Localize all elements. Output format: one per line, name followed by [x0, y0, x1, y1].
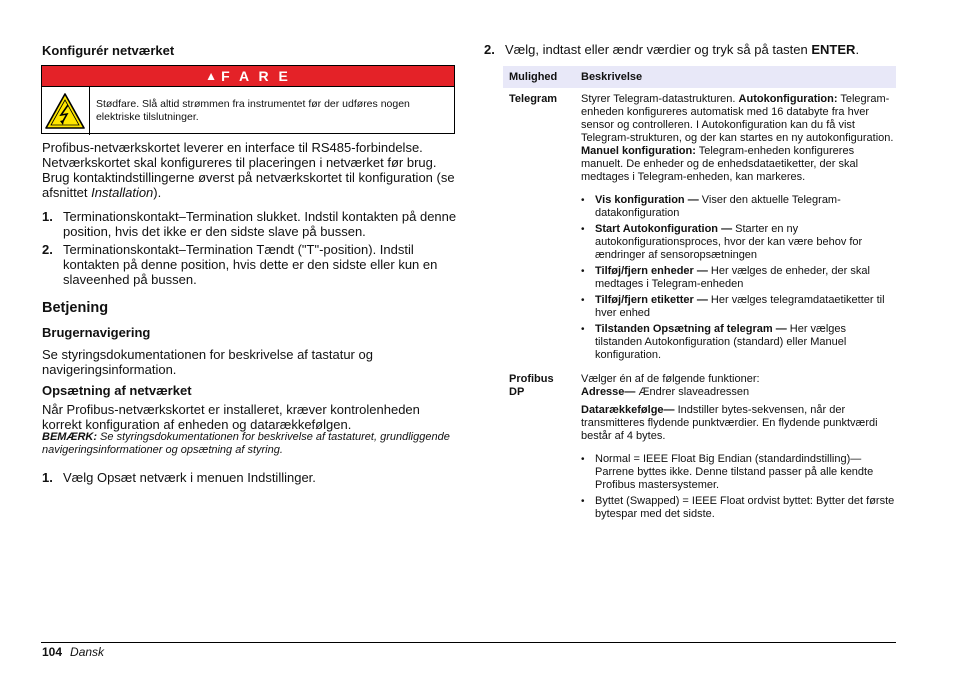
- bullet-term: Tilføj/fjern enheder —: [595, 265, 708, 277]
- note-text: Se styringsdokumentationen for beskrivelse af tastaturet, grundliggende navigeringsinformationer og opsætning af styring.: [42, 431, 450, 456]
- option-profibus-dp: [509, 373, 554, 399]
- options-table-header: [503, 66, 896, 88]
- step-item: [484, 42, 904, 57]
- data-order-term: Datarækkefølge—: [581, 404, 675, 416]
- danger-header: [42, 66, 454, 87]
- subheading-network-setup: Opsætning af netværket: [42, 383, 192, 398]
- bullet-text: Normal = IEEE Float Big Endian (standardindstilling)—Parrene byttes ikke. Denne tilstand passer på alle kendte Profibus mastersystemer.: [595, 453, 874, 491]
- desc-bold: Manuel konfiguration:: [581, 145, 696, 157]
- section-heading-configure-network: Konfigurér netværket: [42, 43, 175, 58]
- step-item: [42, 470, 457, 485]
- bullet-term: Tilføj/fjern etiketter —: [595, 294, 708, 306]
- enter-key-label: ENTER: [811, 42, 856, 57]
- step-text-end: .: [855, 42, 860, 57]
- electrical-hazard-icon: [42, 87, 90, 135]
- footer-divider: [41, 642, 896, 643]
- step-text: Terminationskontakt–Termination Tændt ("T"-position). Indstil kontakten på denne position, hvis dette er den sidste eller kun en slaveenhed på bussen.: [63, 242, 438, 287]
- network-setup-paragraph: Når Profibus-netværkskortet er installeret, kræver kontrolenheden korrekt konfiguration af enheden og datarækkefølgen.: [42, 402, 420, 432]
- page-number: 104: [42, 645, 63, 659]
- option-line: DP: [509, 386, 525, 398]
- bullet-text: Starter en ny autokonfigurationsproces, hvor der kan være behov for ændringer af sensoropsætningen: [595, 223, 863, 261]
- address-text: Ændrer slaveadressen: [635, 386, 750, 398]
- telegram-bullet-list: [581, 194, 896, 365]
- step-number: 2.: [42, 242, 53, 257]
- subheading-navigation: Brugernavigering: [42, 325, 151, 340]
- option-line: Profibus: [509, 373, 554, 385]
- intro-text: Netværkskortet skal konfigureres til placeringen i netværket før brug. Brug kontaktindstillingerne øverst på netværkskortet til konfiguration (se afsnittet: [42, 155, 455, 200]
- network-setup-steps: [42, 470, 457, 485]
- data-order-bullet-list: [581, 453, 896, 524]
- note-label: BEMÆRK:: [42, 431, 97, 443]
- danger-text: Stødfare. Slå altid strømmen fra instrumentet før der udføres nogen elektriske tilslutninger.: [95, 98, 410, 123]
- address-line: [581, 386, 896, 399]
- intro-paragraph: [42, 140, 457, 200]
- desc-intro: Vælger én af de følgende funktioner:: [581, 373, 760, 385]
- step-text: Vælg Opsæt netværk i menuen Indstillinger.: [63, 470, 316, 485]
- option-telegram: Telegram: [509, 93, 558, 105]
- bullet-item: [581, 265, 896, 291]
- bullet-term: Vis konfiguration —: [595, 194, 699, 206]
- step-number: 1.: [42, 209, 53, 224]
- bullet-term: Start Autokonfiguration —: [595, 223, 733, 235]
- bullet-text: Her vælges de enheder, der skal medtages i Telegram-enheden: [595, 265, 870, 290]
- column-header-description: Beskrivelse: [581, 71, 643, 83]
- desc-text: Telegram-enheden konfigureres automatisk med 16 databyte fra hver sensor og controlleren. I Autokonfiguration kan du få vist Telegram-strukturen, og der kan startes en ny autokonfiguration.: [581, 93, 894, 144]
- step-item: [42, 209, 457, 239]
- navigation-paragraph: Se styringsdokumentationen for beskrivelse af tastatur og navigeringsinformation.: [42, 347, 373, 377]
- bullet-text: Byttet (Swapped) = IEEE Float ordvist byttet: Bytter det første bytespar med det sidste.: [595, 495, 895, 520]
- installation-reference: Installation: [91, 185, 154, 200]
- address-term: Adresse—: [581, 386, 636, 398]
- bullet-item: [581, 194, 896, 220]
- danger-label: F A R E: [221, 68, 291, 84]
- step-text: Terminationskontakt–Termination slukket. Indstil kontakten på denne position, hvis det ikke er den sidste slave på bussen.: [63, 209, 457, 239]
- desc-text: Telegram-enheden konfigureres manuelt. De enheder og de enhedsdataetiketter, der skal medtages i Telegram-enheden, kan markeres.: [581, 145, 859, 183]
- bullet-item: [581, 323, 896, 362]
- step-text: Vælg, indtast eller ændr værdier og tryk så på tasten: [505, 42, 812, 57]
- data-order-text: Indstiller bytes-sekvensen, når der transmitteres flydende punktværdier. En flydende punktværdi består af 4 bytes.: [581, 404, 878, 442]
- bullet-item: [581, 294, 896, 320]
- page-footer: [42, 645, 104, 659]
- intro-sentence-1: Profibus-netværkskortet leverer en interface til RS485-forbindelse.: [42, 140, 423, 155]
- termination-steps: [42, 209, 457, 287]
- language-label: Dansk: [70, 645, 105, 659]
- bullet-item: [581, 495, 896, 521]
- step-item: [42, 242, 457, 287]
- intro-sentence-2: [42, 155, 457, 200]
- bullet-text: Viser den aktuelle Telegram-datakonfiguration: [595, 194, 841, 219]
- step-number: 2.: [484, 42, 495, 57]
- bullet-item: [581, 453, 896, 492]
- bullet-term: Tilstanden Opsætning af telegram —: [595, 323, 787, 335]
- bullet-text: Her vælges telegramdataetiketter til hver enhed: [595, 294, 885, 319]
- profibus-description: [581, 373, 896, 443]
- desc-text: Styrer Telegram-datastrukturen.: [581, 93, 739, 105]
- network-setup-steps-continued: [484, 42, 904, 57]
- column-header-option: Mulighed: [509, 71, 558, 83]
- note: [42, 431, 460, 457]
- bullet-item: [581, 223, 896, 262]
- warning-triangle-icon: ▲: [205, 69, 218, 83]
- section-heading-operation: Betjening: [42, 300, 109, 316]
- danger-box: [41, 65, 455, 134]
- desc-bold: Autokonfiguration:: [738, 93, 838, 105]
- intro-text-end: ).: [153, 185, 162, 200]
- step-number: 1.: [42, 470, 53, 485]
- telegram-description: [581, 93, 896, 184]
- data-order-line: [581, 404, 896, 443]
- bullet-text: Her vælges tilstanden Autokonfiguration (standard) eller Manuel konfiguration.: [595, 323, 847, 361]
